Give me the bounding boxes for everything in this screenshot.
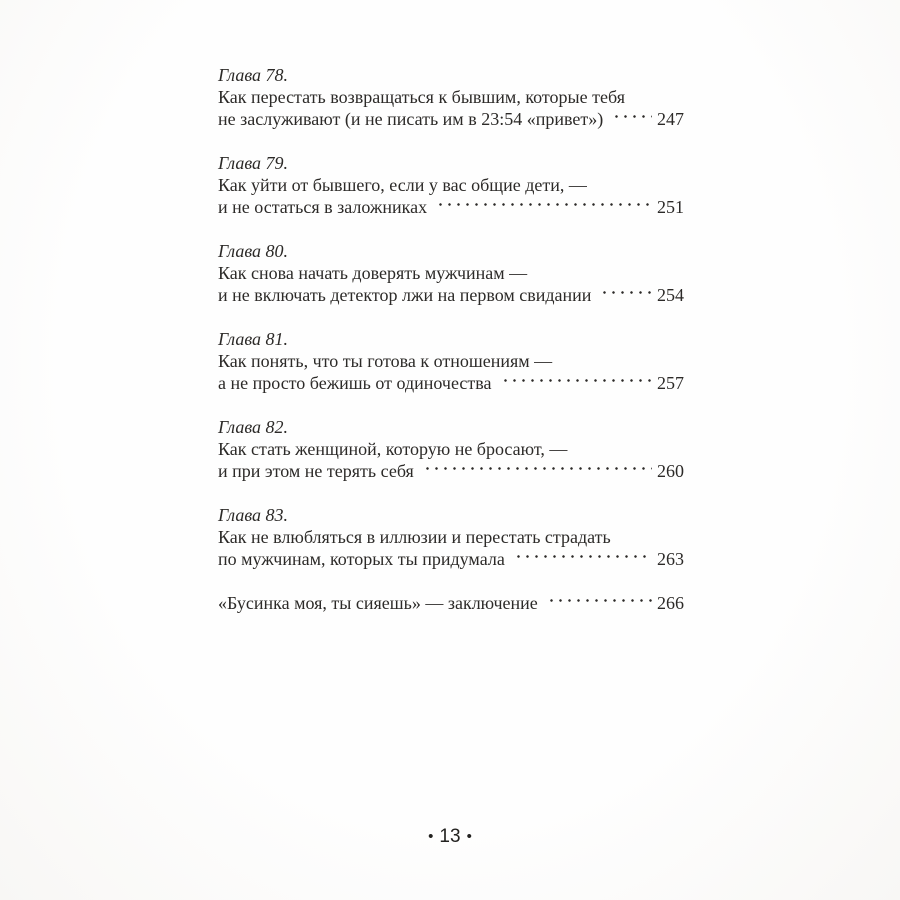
toc-last-line: [218, 284, 684, 306]
folio-left-dot-icon: •: [428, 827, 434, 845]
toc-last-line-text: а не просто бежишь от одиночества: [218, 373, 492, 393]
toc-last-line-text: «Бусинка моя, ты сияешь» — заключение: [218, 593, 538, 613]
dot-leader: [545, 596, 652, 609]
page-number: 13: [439, 826, 461, 847]
toc-last-line: [218, 548, 684, 570]
toc-entry: [218, 64, 684, 130]
toc-chapter-label: Глава 79.: [218, 153, 289, 173]
toc-chapter-label: Глава 82.: [218, 417, 289, 437]
toc-page-number: 266: [657, 593, 684, 613]
toc-title-lines: [218, 262, 684, 284]
toc-page-number: 257: [657, 373, 684, 393]
toc-page-number: 251: [657, 197, 684, 217]
folio-right-dot-icon: •: [466, 827, 472, 845]
toc-entry: [218, 416, 684, 482]
toc-last-line-text: и не включать детектор лжи на первом свидании: [218, 285, 592, 305]
dot-leader: [499, 376, 652, 389]
toc-page-number: 260: [657, 461, 684, 481]
toc-entry: [218, 504, 684, 570]
toc-last-line: [218, 372, 684, 394]
toc-chapter-label: Глава 81.: [218, 329, 289, 349]
toc-title-lines: [218, 526, 684, 548]
toc-entry: [218, 152, 684, 218]
dot-leader: [421, 464, 652, 477]
toc-title-lines: [218, 350, 684, 372]
toc-chapter-label: Глава 78.: [218, 65, 289, 85]
toc-title-line: Как уйти от бывшего, если у вас общие дети, —: [218, 175, 587, 195]
toc-page-number: 254: [657, 285, 684, 305]
toc-last-line-text: не заслуживают (и не писать им в 23:54 «привет»): [218, 109, 604, 129]
toc-last-line: [218, 196, 684, 218]
toc-last-line-text: и при этом не терять себя: [218, 461, 414, 481]
toc-title-line: Как понять, что ты готова к отношениям —: [218, 351, 553, 371]
toc-title-line: Как не влюбляться в иллюзии и перестать страдать: [218, 527, 611, 547]
toc-title-line: Как стать женщиной, которую не бросают, —: [218, 439, 568, 459]
toc-entry: [218, 592, 684, 614]
toc-entry: [218, 240, 684, 306]
toc-entry: [218, 328, 684, 394]
toc-title-line: Как снова начать доверять мужчинам —: [218, 263, 528, 283]
toc-page-number: 263: [657, 549, 684, 569]
toc-title-line: Как перестать возвращаться к бывшим, которые тебя: [218, 87, 625, 107]
toc-last-line: [218, 460, 684, 482]
page-footer: [0, 826, 900, 848]
toc-last-line-text: и не остаться в заложниках: [218, 197, 428, 217]
dot-leader: [512, 552, 652, 565]
toc-list: [218, 64, 684, 636]
toc-last-line-text: по мужчинам, которых ты придумала: [218, 549, 505, 569]
toc-last-line: [218, 108, 684, 130]
toc-title-lines: [218, 86, 684, 108]
toc-last-line: [218, 592, 684, 614]
toc-chapter-label: Глава 83.: [218, 505, 289, 525]
toc-page-number: 247: [657, 109, 684, 129]
dot-leader: [598, 288, 652, 301]
toc-title-lines: [218, 438, 684, 460]
toc-title-lines: [218, 174, 684, 196]
dot-leader: [434, 200, 652, 213]
dot-leader: [610, 112, 652, 125]
toc-chapter-label: Глава 80.: [218, 241, 289, 261]
